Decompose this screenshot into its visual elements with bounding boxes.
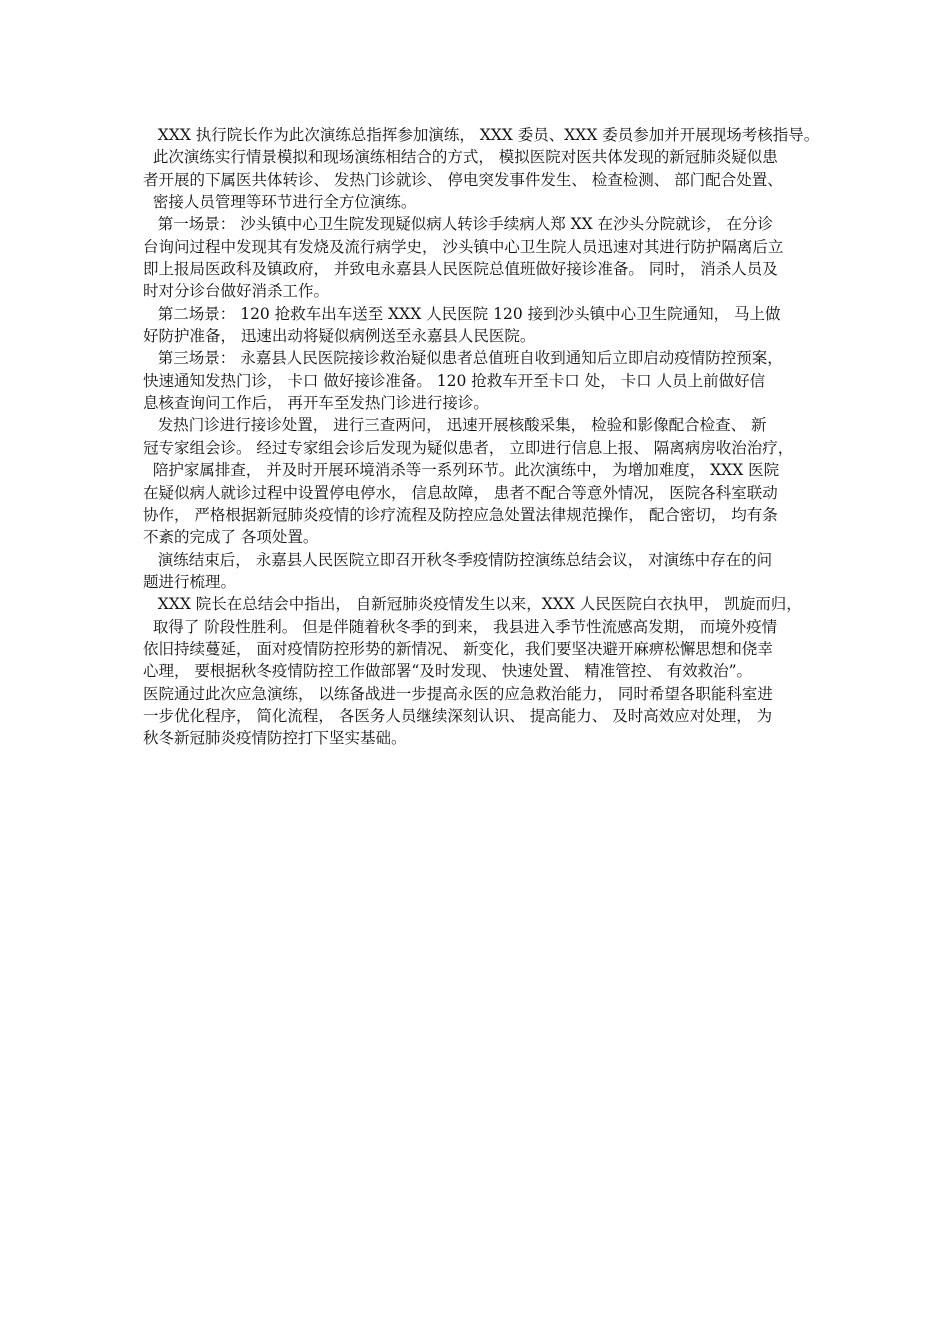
- body-line: 第一场景： 沙头镇中心卫生院发现疑似病人转诊手续病人郑 XX 在沙头分院就诊， 在分诊: [143, 215, 774, 234]
- body-line: 依旧持续蔓延， 面对疫情防控形势的新情况、 新变化，我们要坚决避开麻痹松懈思想和侥幸: [143, 639, 773, 658]
- body-line: 密接人员管理等环节进行全方位演练。: [143, 193, 417, 212]
- body-line: 时对分诊台做好消杀工作。: [143, 282, 330, 301]
- body-line: 第二场景： 120 抢救车出车送至 XXX 人民医院 120 接到沙头镇中心卫生院通知， 马上做: [143, 304, 781, 323]
- body-line: XXX 院长在总结会中指出， 自新冠肺炎疫情发生以来，XXX 人民医院白衣执甲， 凯旋而归，: [143, 595, 802, 614]
- body-line: 协作， 严格根据新冠肺炎疫情的诊疗流程及防控应急处置法律规范操作， 配合密切， 均有条: [143, 505, 778, 524]
- body-line: 快速通知发热门诊， 卡口 做好接诊准备。 120 抢救车开至卡口 处， 卡口 人员上前做好信: [143, 371, 766, 390]
- body-line: 秋冬新冠肺炎疫情防控打下坚实基础。: [143, 729, 407, 748]
- body-line: 者开展的下属医共体转诊、 发热门诊就诊、 停电突发事件发生、 检查检测、 部门配合处置、: [143, 170, 783, 189]
- body-line: 此次演练实行情景模拟和现场演练相结合的方式， 模拟医院对医共体发现的新冠肺炎疑似患: [143, 148, 778, 167]
- body-line: 即上报局医政科及镇政府， 并致电永嘉县人民医院总值班做好接诊准备。 同时， 消杀人员及: [143, 260, 778, 279]
- document-body: [143, 124, 820, 750]
- body-line: 心理， 要根据秋冬疫情防控工作做部署“及时发现、 快速处置、 精准管控、 有效救治”。: [143, 662, 753, 681]
- body-line: 医院通过此次应急演练， 以练备战进一步提高永医的应急救治能力， 同时希望各职能科室进: [143, 684, 773, 703]
- body-line: 第三场景： 永嘉县人民医院接诊救治疑似患者总值班自收到通知后立即启动疫情防控预案，: [143, 349, 783, 368]
- body-line: XXX 执行院长作为此次演练总指挥参加演练， XXX 委员、XXX 委员参加并开展现场考核指导。: [143, 126, 820, 144]
- body-line: 在疑似病人就诊过程中设置停电停水， 信息故障， 患者不配合等意外情况， 医院各科室联动: [143, 483, 778, 502]
- body-line: 冠专家组会诊。 经过专家组会诊后发现为疑似患者， 立即进行信息上报、 隔离病房收治治疗，: [143, 438, 794, 457]
- body-line: 不紊的完成了 各项处置。: [143, 528, 319, 547]
- body-line: 演练结束后， 永嘉县人民医院立即召开秋冬季疫情防控演练总结会议， 对演练中存在的问: [143, 550, 773, 569]
- body-line: 陪护家属排查， 并及时开展环境消杀等一系列环节。此次演练中， 为增加难度， XXX 医院: [143, 461, 780, 480]
- body-line: 取得了 阶段性胜利。 但是伴随着秋冬季的到来， 我县进入季节性流感高发期， 而境外疫情: [143, 617, 778, 636]
- body-line: 息核查询问工作后， 再开车至发热门诊进行接诊。: [143, 394, 489, 413]
- body-line: 发热门诊进行接诊处置， 进行三查两问， 迅速开展核酸采集， 检验和影像配合检查、 新: [143, 416, 767, 435]
- body-line: 好防护准备， 迅速出动将疑似病例送至永嘉县人民医院。: [143, 327, 536, 346]
- body-line: 台询问过程中发现其有发烧及流行病学史， 沙头镇中心卫生院人员迅速对其进行防护隔离后立: [143, 237, 784, 256]
- body-line: 一步优化程序， 简化流程， 各医务人员继续深刻认识、 提高能力、 及时高效应对处理， 为: [143, 706, 773, 725]
- body-line: 题进行梳理。: [143, 572, 237, 591]
